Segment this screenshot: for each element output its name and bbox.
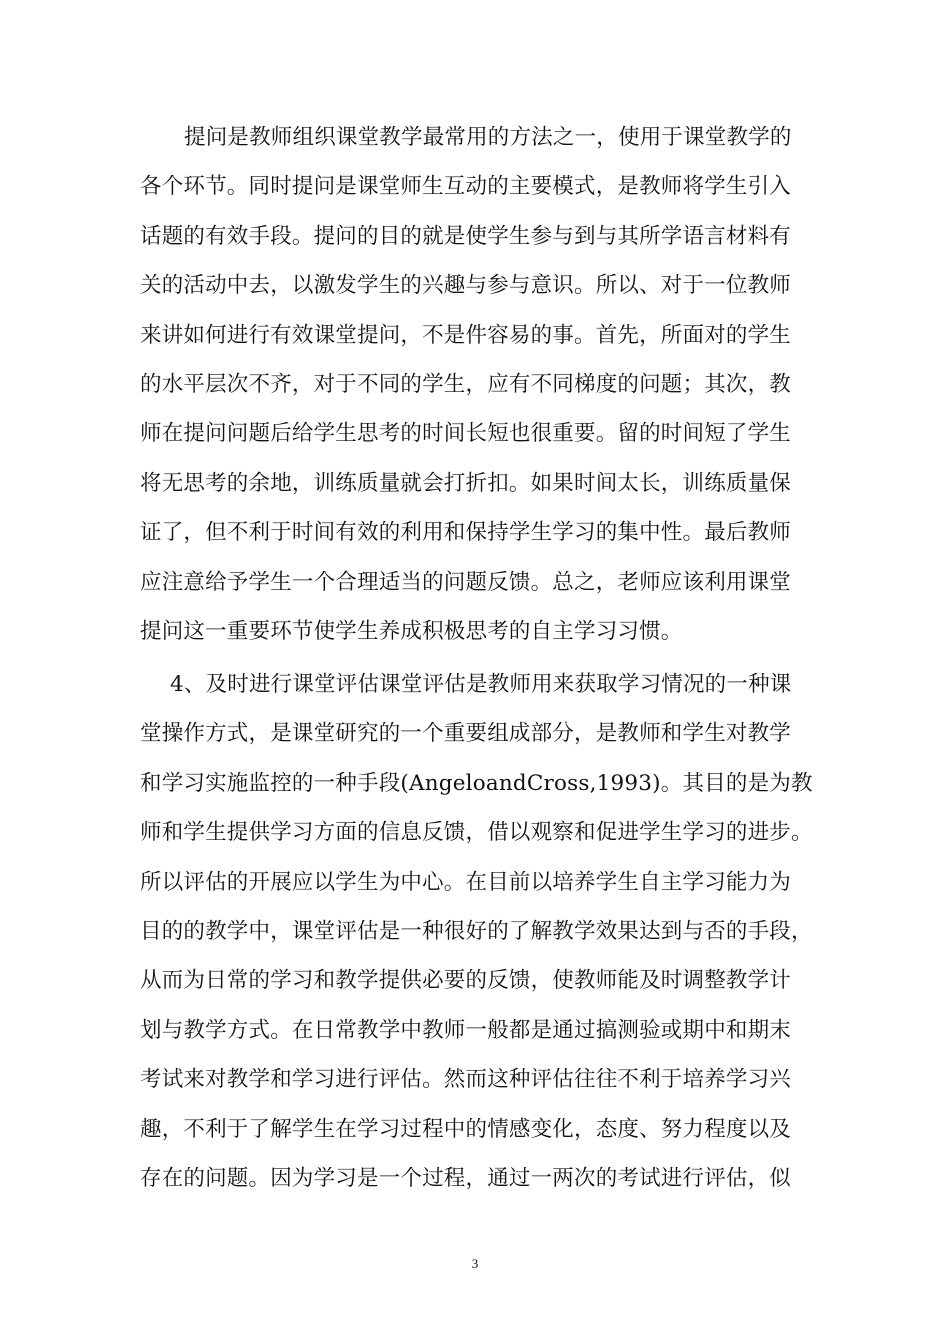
text-line: 各个环节。同时提问是课堂师生互动的主要模式，是教师将学生引入: [140, 174, 792, 200]
text-line: 目的的教学中，课堂评估是一种很好的了解教学效果达到与否的手段，: [140, 918, 813, 944]
text-line: 应注意给予学生一个合理适当的问题反馈。总之，老师应该利用课堂: [140, 569, 792, 595]
text-line: 提问是教师组织课堂教学最常用的方法之一，使用于课堂教学的: [184, 125, 792, 150]
paragraph-classroom-assessment: [140, 660, 830, 1203]
text-line: 的水平层次不齐，对于不同的学生，应有不同梯度的问题；其次，教: [140, 371, 792, 397]
paragraph-questioning: [140, 113, 830, 656]
text-line: 所以评估的开展应以学生为中心。在目前以培养学生自主学习能力为: [140, 869, 792, 895]
text-line: 存在的问题。因为学习是一个过程，通过一两次的考试进行评估，似: [140, 1165, 792, 1191]
text-line: 提问这一重要环节使学生养成积极思考的自主学习习惯。: [140, 618, 683, 644]
text-line: 关的活动中去，以激发学生的兴趣与参与意识。所以、对于一位教师: [140, 273, 792, 299]
text-line: 师和学生提供学习方面的信息反馈，借以观察和促进学生学习的进步。: [140, 820, 813, 846]
text-line: 证了，但不利于时间有效的利用和保持学生学习的集中性。最后教师: [140, 520, 792, 546]
text-line: 话题的有效手段。提问的目的就是使学生参与到与其所学语言材料有: [140, 223, 792, 249]
text-line: 4、及时进行课堂评估课堂评估是教师用来获取学习情况的一种课: [170, 672, 792, 697]
text-line: 和学习实施监控的一种手段(AngeloandCross,1993)。其目的是为教: [140, 770, 813, 796]
text-line: 将无思考的余地，训练质量就会打折扣。如果时间太长，训练质量保: [140, 470, 792, 496]
text-line: 来讲如何进行有效课堂提问，不是件容易的事。首先，所面对的学生: [140, 322, 792, 348]
page-number: 3: [471, 1256, 479, 1271]
text-line: 师在提问问题后给学生思考的时间长短也很重要。留的时间短了学生: [140, 421, 792, 447]
text-line: 划与教学方式。在日常教学中教师一般都是通过搞测验或期中和期末: [140, 1017, 792, 1043]
text-line: 考试来对教学和学习进行评估。然而这种评估往往不利于培养学习兴: [140, 1067, 792, 1093]
text-line: 堂操作方式，是课堂研究的一个重要组成部分，是教师和学生对教学: [140, 721, 792, 747]
text-line: 从而为日常的学习和教学提供必要的反馈，使教师能及时调整教学计: [140, 968, 792, 994]
text-line: 趣，不利于了解学生在学习过程中的情感变化，态度、努力程度以及: [140, 1116, 792, 1142]
